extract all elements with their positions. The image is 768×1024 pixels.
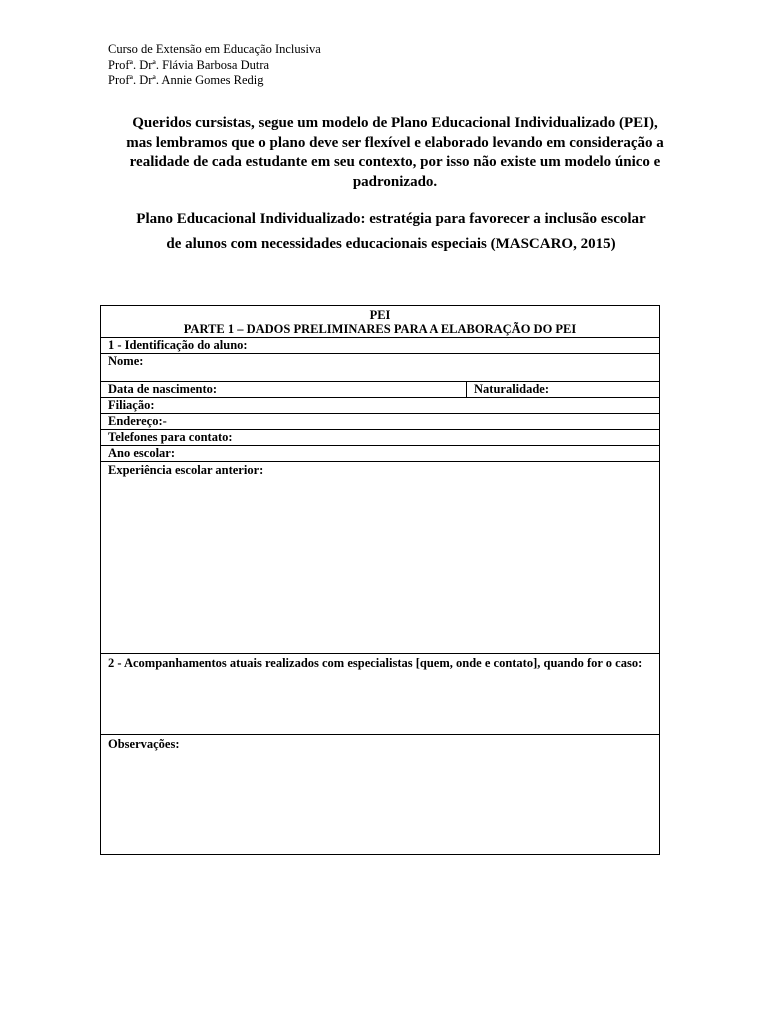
previous-experience-field[interactable]: Experiência escolar anterior:	[101, 461, 659, 653]
naturalness-field[interactable]: Naturalidade:	[474, 382, 549, 396]
intro-paragraph	[100, 114, 690, 192]
intro-line: Queridos cursistas, segue um modelo de Plano Educacional Individualizado (PEI),	[132, 115, 658, 131]
professor-name-1: Profª. Drª. Flávia Barbosa Dutra	[108, 57, 270, 72]
birth-nationality-row	[101, 381, 659, 397]
identification-row: 1 - Identificação do aluno:	[101, 337, 659, 353]
intro-line: padronizado.	[352, 173, 438, 190]
form-part-title: PARTE 1 – DADOS PRELIMINARES PARA A ELABORAÇÃO DO PEI	[183, 322, 577, 336]
course-name: Curso de Extensão em Educação Inclusiva	[108, 42, 321, 56]
form-title: PEI	[369, 308, 391, 322]
birth-date-field[interactable]: Data de nascimento:	[101, 382, 467, 397]
subtitle-line: Plano Educacional Individualizado: estratégia para favorecer a inclusão escolar	[136, 211, 646, 227]
subtitle-line: de alunos com necessidades educacionais especiais (MASCARO, 2015)	[166, 236, 616, 252]
form-title-row	[101, 306, 659, 337]
document-header	[108, 42, 321, 89]
document-subtitle	[100, 207, 682, 257]
intro-line: realidade de cada estudante em seu contexto, por isso não existe um modelo único e	[129, 154, 661, 170]
professor-name-2: Profª. Drª. Annie Gomes Redig	[108, 73, 264, 87]
address-field[interactable]: Endereço:-	[101, 413, 659, 429]
observations-field[interactable]: Observações:	[101, 734, 659, 854]
name-field[interactable]: Nome:	[101, 353, 659, 381]
specialist-followup-field[interactable]: 2 - Acompanhamentos atuais realizados com especialistas [quem, onde e contato], quando for o caso:	[101, 653, 659, 734]
intro-line: mas lembramos que o plano deve ser flexível e elaborado levando em consideração a	[126, 134, 664, 151]
phones-field[interactable]: Telefones para contato:	[101, 429, 659, 445]
pei-form-table	[100, 305, 660, 855]
parents-field[interactable]: Filiação:	[101, 397, 659, 413]
school-year-field[interactable]: Ano escolar:	[101, 445, 659, 461]
